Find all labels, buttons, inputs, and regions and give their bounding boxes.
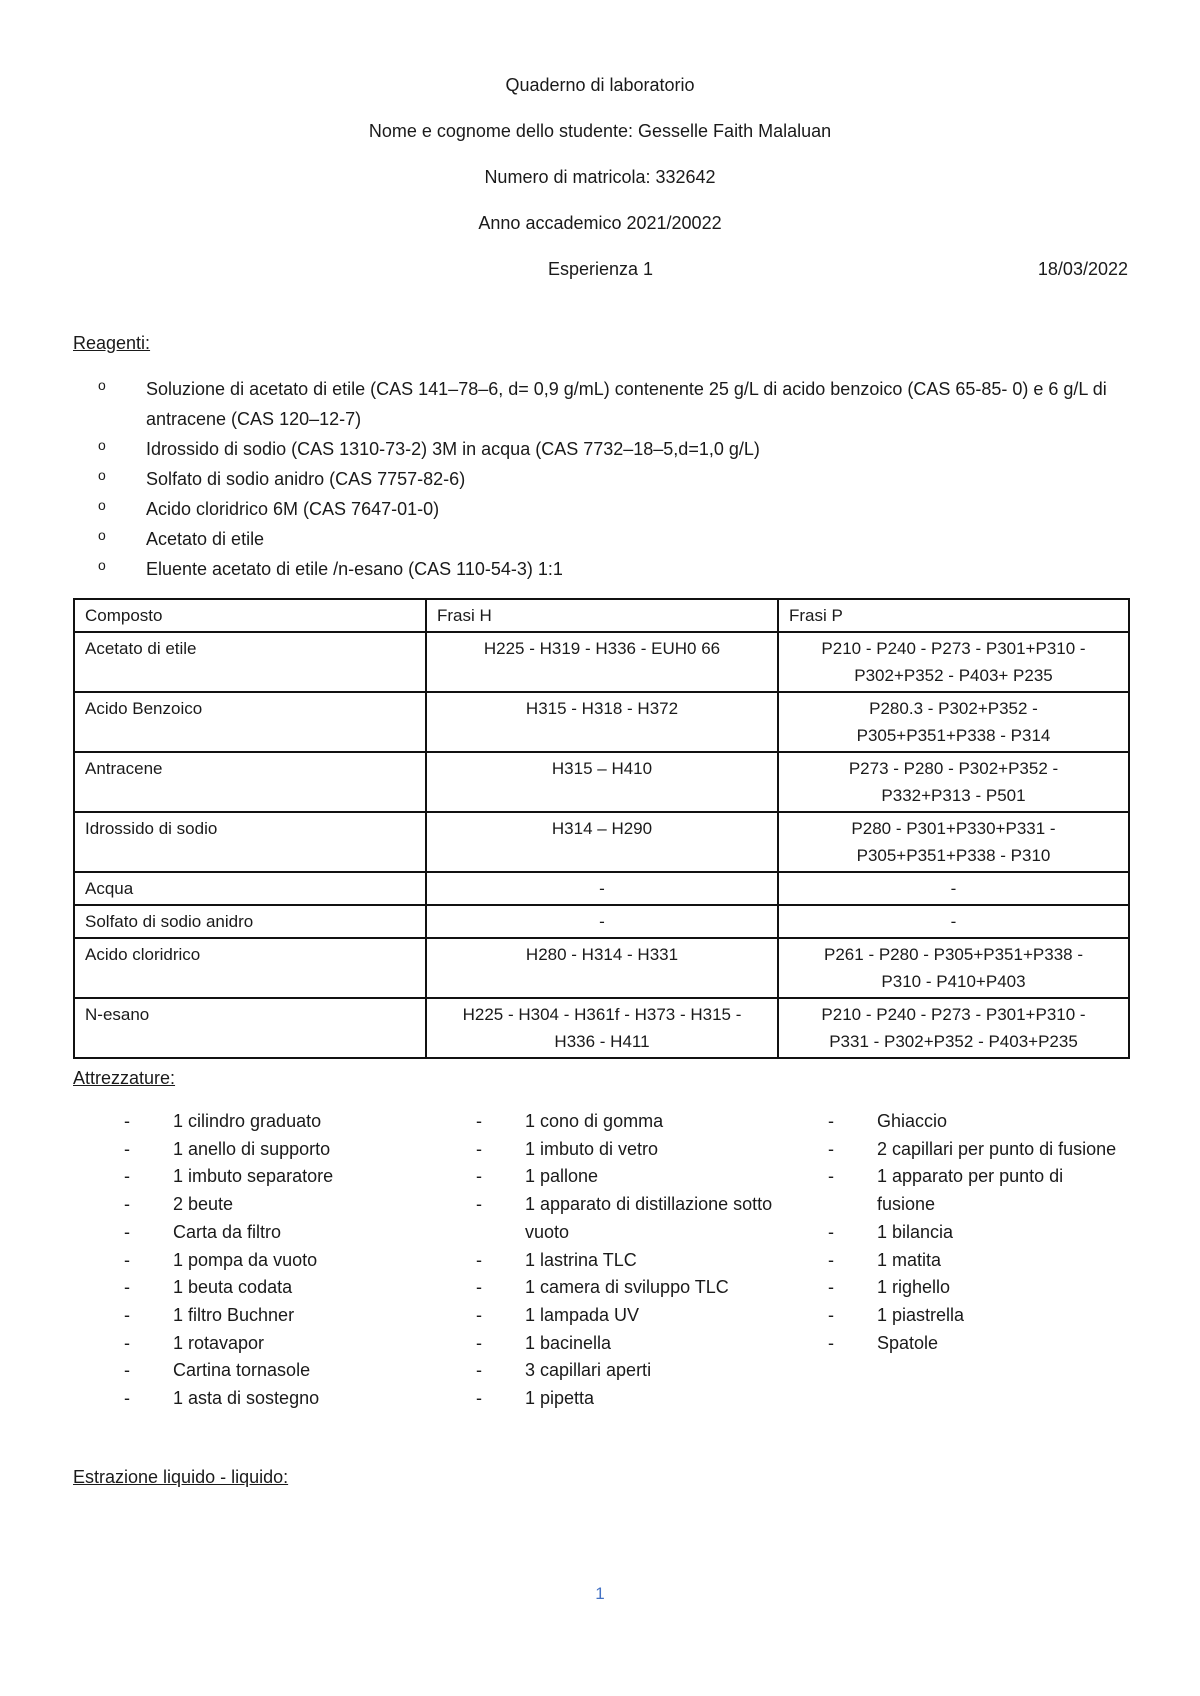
frasi-p-cell: -	[778, 872, 1129, 905]
dash-bullet-icon: -	[828, 1111, 834, 1131]
list-item: - 2 capillari per punto di fusione	[828, 1136, 1118, 1164]
frasi-h-cell: H314 – H290	[426, 812, 778, 872]
list-item: - 1 apparato di distillazione sotto vuoto	[476, 1191, 776, 1246]
dash-bullet-icon: -	[476, 1277, 482, 1298]
table-header-row	[74, 599, 1129, 632]
list-item: - 1 camera di sviluppo TLC	[476, 1274, 776, 1302]
frasi-p-cell: P210 - P240 - P273 - P301+P310 - P331 - P302+P352 - P403+P235	[778, 998, 1129, 1058]
circle-bullet-icon: o	[98, 467, 106, 483]
list-item: - Cartina tornasole	[124, 1357, 444, 1385]
composto-cell: Acido cloridrico	[74, 938, 426, 998]
table-row	[74, 905, 1129, 938]
table-row	[74, 812, 1129, 872]
list-item: - 1 pompa da vuoto	[124, 1247, 444, 1275]
list-item: o Eluente acetato di etile /n-esano (CAS 110-54-3) 1:1	[73, 554, 1133, 584]
composto-cell: Antracene	[74, 752, 426, 812]
dash-bullet-icon: -	[124, 1360, 130, 1381]
list-item: - 1 asta di sostegno	[124, 1385, 444, 1413]
frasi-h-cell: H280 - H314 - H331	[426, 938, 778, 998]
academic-year: Anno accademico 2021/20022	[478, 213, 722, 233]
composto-cell: Idrossido di sodio	[74, 812, 426, 872]
list-item: - 1 beuta codata	[124, 1274, 444, 1302]
column-header-frasi-p: Frasi P	[778, 599, 1129, 632]
document-title: Quaderno di laboratorio	[505, 75, 695, 95]
dash-bullet-icon: -	[476, 1332, 482, 1353]
list-item: - 1 filtro Buchner	[124, 1302, 444, 1330]
list-item: o Acido cloridrico 6M (CAS 7647-01-0)	[73, 494, 1133, 524]
circle-bullet-icon: o	[98, 557, 106, 573]
dash-bullet-icon: -	[124, 1304, 130, 1325]
dash-bullet-icon: -	[124, 1166, 130, 1187]
composto-cell: Solfato di sodio anidro	[74, 905, 426, 938]
list-item: o Soluzione di acetato di etile (CAS 141–78–6, d= 0,9 g/mL) contenente 25 g/L di acido benzoico (CAS 65-85- 0) e 6 g/L di antracene (CAS 120–12-7)	[73, 374, 1133, 434]
composto-cell: Acqua	[74, 872, 426, 905]
list-item: - 1 righello	[828, 1274, 1118, 1302]
composto-cell: Acetato di etile	[74, 632, 426, 692]
dash-bullet-icon: -	[124, 1277, 130, 1298]
dash-bullet-icon: -	[476, 1194, 482, 1215]
list-item: - 1 apparato per punto di fusione	[828, 1163, 1118, 1218]
list-item: - 1 rotavapor	[124, 1330, 444, 1358]
composto-cell: Acido Benzoico	[74, 692, 426, 752]
column-header-frasi-h: Frasi H	[426, 599, 778, 632]
dash-bullet-icon: -	[476, 1388, 482, 1409]
dash-bullet-icon: -	[124, 1388, 130, 1409]
dash-bullet-icon: -	[476, 1111, 482, 1131]
hazard-table	[73, 598, 1130, 1059]
list-item: - 1 cilindro graduato	[124, 1108, 444, 1136]
list-item: o Idrossido di sodio (CAS 1310-73-2) 3M in acqua (CAS 7732–18–5,d=1,0 g/L)	[73, 434, 1133, 464]
student-name: Nome e cognome dello studente: Gesselle Faith Malaluan	[368, 121, 832, 141]
list-item: - 1 cono di gomma	[476, 1108, 776, 1136]
reagent-list	[73, 374, 1133, 584]
dash-bullet-icon: -	[828, 1166, 834, 1187]
list-item: - 1 lampada UV	[476, 1302, 776, 1330]
table-row	[74, 692, 1129, 752]
list-item: - 1 anello di supporto	[124, 1136, 444, 1164]
list-item: - 1 bilancia	[828, 1219, 1118, 1247]
frasi-p-cell: -	[778, 905, 1129, 938]
experience-date: 18/03/2022	[1037, 259, 1128, 279]
frasi-h-cell: -	[426, 872, 778, 905]
list-item: - 1 pallone	[476, 1163, 776, 1191]
equipment-column-3	[828, 1108, 1118, 1357]
dash-bullet-icon: -	[476, 1166, 482, 1187]
composto-cell: N-esano	[74, 998, 426, 1058]
dash-bullet-icon: -	[828, 1138, 834, 1159]
dash-bullet-icon: -	[828, 1304, 834, 1325]
dash-bullet-icon: -	[124, 1194, 130, 1215]
frasi-p-cell: P261 - P280 - P305+P351+P338 - P310 - P410+P403	[778, 938, 1129, 998]
list-item: - Carta da filtro	[124, 1219, 444, 1247]
experience-label: Esperienza 1	[547, 259, 654, 279]
estrazione-heading: Estrazione liquido - liquido:	[73, 1467, 289, 1487]
list-item: - 1 pipetta	[476, 1385, 776, 1413]
list-item: - Ghiaccio	[828, 1108, 1118, 1136]
circle-bullet-icon: o	[98, 527, 106, 543]
frasi-p-cell: P210 - P240 - P273 - P301+P310 - P302+P352 - P403+ P235	[778, 632, 1129, 692]
table-row	[74, 938, 1129, 998]
attrezzature-heading: Attrezzature:	[73, 1068, 176, 1088]
frasi-p-cell: P273 - P280 - P302+P352 - P332+P313 - P501	[778, 752, 1129, 812]
equipment-column-2	[476, 1108, 776, 1413]
frasi-h-cell: H225 - H319 - H336 - EUH0 66	[426, 632, 778, 692]
dash-bullet-icon: -	[124, 1111, 130, 1131]
frasi-h-cell: H315 – H410	[426, 752, 778, 812]
frasi-p-cell: P280.3 - P302+P352 - P305+P351+P338 - P314	[778, 692, 1129, 752]
table-row	[74, 872, 1129, 905]
list-item: - 1 lastrina TLC	[476, 1247, 776, 1275]
dash-bullet-icon: -	[124, 1138, 130, 1159]
dash-bullet-icon: -	[124, 1249, 130, 1270]
circle-bullet-icon: o	[98, 497, 106, 513]
list-item: - 3 capillari aperti	[476, 1357, 776, 1385]
list-item: - 1 imbuto separatore	[124, 1163, 444, 1191]
frasi-h-cell: -	[426, 905, 778, 938]
dash-bullet-icon: -	[828, 1221, 834, 1242]
list-item: - 1 piastrella	[828, 1302, 1118, 1330]
table-row	[74, 752, 1129, 812]
matricola-number: Numero di matricola: 332642	[484, 167, 716, 187]
table-row	[74, 632, 1129, 692]
circle-bullet-icon: o	[98, 437, 106, 453]
dash-bullet-icon: -	[828, 1332, 834, 1353]
experience-row	[73, 259, 1128, 285]
list-item: - Spatole	[828, 1330, 1118, 1358]
list-item: o Acetato di etile	[73, 524, 1133, 554]
reagenti-heading: Reagenti:	[73, 333, 151, 353]
dash-bullet-icon: -	[124, 1221, 130, 1242]
frasi-h-cell: H315 - H318 - H372	[426, 692, 778, 752]
dash-bullet-icon: -	[476, 1249, 482, 1270]
dash-bullet-icon: -	[828, 1277, 834, 1298]
equipment-column-1	[124, 1108, 444, 1413]
list-item: o Solfato di sodio anidro (CAS 7757-82-6)	[73, 464, 1133, 494]
list-item: - 2 beute	[124, 1191, 444, 1219]
dash-bullet-icon: -	[476, 1360, 482, 1381]
column-header-composto: Composto	[74, 599, 426, 632]
list-item: - 1 bacinella	[476, 1330, 776, 1358]
dash-bullet-icon: -	[476, 1138, 482, 1159]
list-item: - 1 matita	[828, 1247, 1118, 1275]
table-row	[74, 998, 1129, 1058]
dash-bullet-icon: -	[476, 1304, 482, 1325]
frasi-h-cell: H225 - H304 - H361f - H373 - H315 - H336 - H411	[426, 998, 778, 1058]
page-number: 1	[595, 1584, 605, 1603]
circle-bullet-icon: o	[98, 377, 106, 393]
dash-bullet-icon: -	[828, 1249, 834, 1270]
list-item: - 1 imbuto di vetro	[476, 1136, 776, 1164]
dash-bullet-icon: -	[124, 1332, 130, 1353]
frasi-p-cell: P280 - P301+P330+P331 - P305+P351+P338 - P310	[778, 812, 1129, 872]
